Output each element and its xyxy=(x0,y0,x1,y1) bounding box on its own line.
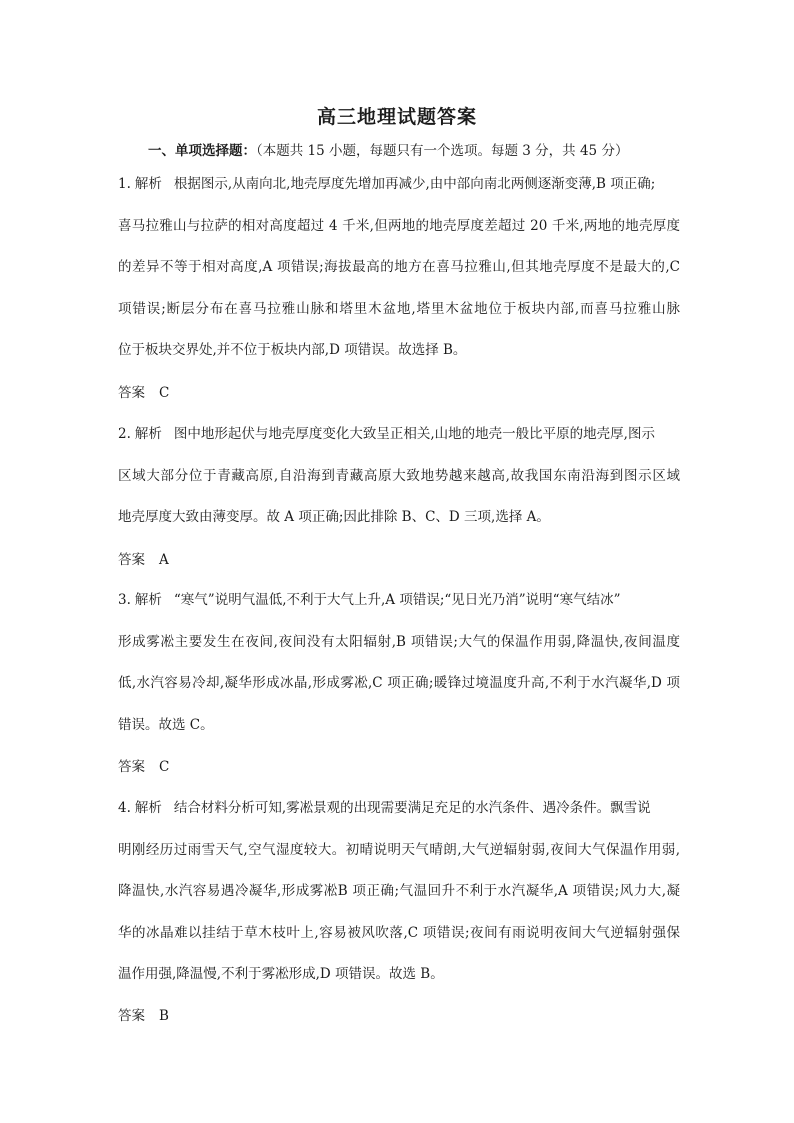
question-line: 低,水汽容易冷却,凝华形成冰晶,形成雾凇,C 项正确;暖锋过境温度升高,不利于水汽凝华,D 项 xyxy=(118,675,680,691)
question-line: 位于板块交界处,并不位于板块内部,D 项错误。故选择 B。 xyxy=(118,342,467,358)
answer-label: 答案 xyxy=(118,385,145,401)
answer-value: C xyxy=(159,759,170,775)
answer-value: B xyxy=(159,1008,169,1024)
question-line: 项错误;断层分布在喜马拉雅山脉和塔里木盆地,塔里木盆地位于板块内部,而喜马拉雅山脉 xyxy=(118,300,680,317)
question-line: 明刚经历过雨雪天气,空气湿度较大。初晴说明天气晴朗,大气逆辐射弱,夜间大气保温作用弱, xyxy=(118,841,680,858)
answer-label: 答案 xyxy=(118,1008,145,1024)
question-number: 1. xyxy=(118,176,131,192)
section-heading xyxy=(148,141,778,161)
question-line: 喜马拉雅山与拉萨的相对高度超过 4 千米,但两地的地壳厚度差超过 20 千米,两地的地壳厚度 xyxy=(118,217,680,234)
answer-label: 答案 xyxy=(118,552,145,568)
explanation-label: 解析 xyxy=(134,176,162,192)
explanation-text: 根据图示,从南向北,地壳厚度先增加再减少,由中部向南北两侧逐渐变薄,B 项正确; xyxy=(173,176,656,192)
section-heading-label: 一、单项选择题： xyxy=(148,143,256,159)
answer-label: 答案 xyxy=(118,759,145,775)
question-1-explanation xyxy=(118,164,680,372)
question-line: 华的冰晶难以挂结于草木枝叶上,容易被风吹落,C 项错误;夜间有雨说明夜间大气逆辐射强保 xyxy=(118,924,680,941)
question-line: 地壳厚度大致由薄变厚。故 A 项正确;因此排除 B、C、D 三项,选择 A。 xyxy=(118,509,550,525)
explanation-label: 解析 xyxy=(134,800,162,816)
question-number: 2. xyxy=(118,426,131,442)
question-line xyxy=(118,788,680,830)
question-line: 区域大部分位于青藏高原,自沿海到青藏高原大致地势越来越高,故我国东南沿海到图示区域 xyxy=(118,467,680,484)
explanation-text: 结合材料分析可知,雾凇景观的出现需要满足充足的水汽条件、遇冷条件。飘雪说 xyxy=(173,800,651,816)
explanation-text: 图中地形起伏与地壳厚度变化大致呈正相关,山地的地壳一般比平原的地壳厚,图示 xyxy=(173,426,655,442)
question-line: 温作用强,降温慢,不利于雾凇形成,D 项错误。故选 B。 xyxy=(118,966,444,982)
question-line: 降温快,水汽容易遇冷凝华,形成雾凇B 项正确;气温回升不利于水汽凝华,A 项错误;风力大,凝 xyxy=(118,883,680,899)
question-1-answer xyxy=(118,383,169,403)
question-line xyxy=(118,580,680,622)
explanation-label: 解析 xyxy=(134,592,162,608)
question-2-answer xyxy=(118,550,169,570)
question-4-answer xyxy=(118,1006,169,1026)
page-title: 高三地理试题答案 xyxy=(316,106,477,128)
question-line: 形成雾凇主要发生在夜间,夜间没有太阳辐射,B 项错误;大气的保温作用弱,降温快,夜间温度 xyxy=(118,633,680,650)
question-4-explanation xyxy=(118,788,680,996)
question-line: 错误。故选 C。 xyxy=(118,716,214,733)
question-2-explanation xyxy=(118,414,680,539)
question-line: 的差异不等于相对高度,A 项错误;海拔最高的地方在喜马拉雅山,但其地壳厚度不是最大的,C xyxy=(118,259,680,275)
question-3-explanation xyxy=(118,580,680,746)
question-3-answer xyxy=(118,757,169,777)
answer-value: A xyxy=(159,552,169,568)
answer-value: C xyxy=(159,385,170,401)
question-number: 3. xyxy=(118,592,131,608)
explanation-label: 解析 xyxy=(134,426,162,442)
question-line xyxy=(118,414,680,456)
explanation-text: “寒气”说明气温低,不利于大气上升,A 项错误;“见日光乃消”说明“寒气结冰” xyxy=(173,592,621,608)
question-number: 4. xyxy=(118,800,131,816)
section-heading-note: （本题共 15 小题，每题只有一个选项。每题 3 分，共 45 分） xyxy=(256,143,629,159)
question-line xyxy=(118,164,680,206)
